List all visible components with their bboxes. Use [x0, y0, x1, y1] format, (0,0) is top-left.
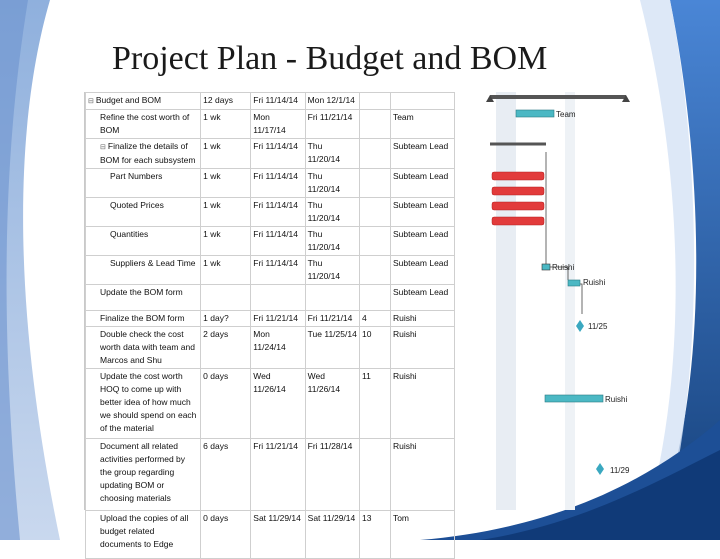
gantt-label-ruishi-2: Ruishi: [583, 278, 606, 287]
finish-cell[interactable]: Thu 11/20/14: [305, 139, 359, 169]
start-cell[interactable]: Fri 11/14/14: [251, 93, 305, 110]
task-name: Suppliers & Lead Time: [110, 258, 196, 268]
resource-cell[interactable]: Ruishi: [390, 439, 454, 511]
finish-cell[interactable]: [305, 285, 359, 311]
finish-cell[interactable]: Thu 11/20/14: [305, 256, 359, 285]
start-cell[interactable]: Fri 11/14/14: [251, 256, 305, 285]
collapse-toggle-icon[interactable]: ⊟: [100, 144, 106, 151]
task-name: Upload the copies of all budget related documents to Edge: [100, 513, 189, 549]
finish-cell[interactable]: Sat 11/29/14: [305, 511, 359, 559]
left-swoosh-decoration: [0, 0, 90, 540]
task-name-cell[interactable]: [86, 369, 201, 439]
resource-cell[interactable]: Ruishi: [390, 311, 454, 327]
table-row[interactable]: [86, 256, 455, 285]
task-name: Finalize the BOM form: [100, 313, 185, 323]
gantt-label-milestone-2: 11/29: [610, 466, 630, 475]
start-cell[interactable]: Fri 11/14/14: [251, 139, 305, 169]
task-name: Update the BOM form: [100, 287, 183, 297]
start-cell[interactable]: Fri 11/21/14: [251, 439, 305, 511]
predecessor-cell[interactable]: [360, 198, 391, 227]
start-cell[interactable]: Fri 11/14/14: [251, 227, 305, 256]
gantt-label-ruishi-1: Ruishi: [552, 263, 575, 272]
predecessor-cell[interactable]: [360, 227, 391, 256]
predecessor-cell[interactable]: 11: [360, 369, 391, 439]
finish-cell[interactable]: Thu 11/20/14: [305, 169, 359, 198]
task-name-cell[interactable]: [86, 169, 201, 198]
resource-cell[interactable]: [390, 93, 454, 110]
table-row[interactable]: [86, 439, 455, 511]
duration-cell[interactable]: 1 wk: [201, 169, 251, 198]
gantt-chart-panel: [480, 92, 638, 510]
gantt-bar-part-numbers[interactable]: [492, 172, 544, 180]
table-row[interactable]: [86, 110, 455, 139]
duration-cell[interactable]: 0 days: [201, 369, 251, 439]
gantt-bar-document-activities[interactable]: [545, 395, 603, 402]
duration-cell[interactable]: 12 days: [201, 93, 251, 110]
predecessor-cell[interactable]: 10: [360, 327, 391, 369]
collapse-toggle-icon[interactable]: ⊟: [88, 98, 94, 105]
predecessor-cell[interactable]: [360, 110, 391, 139]
start-cell[interactable]: Mon 11/24/14: [251, 327, 305, 369]
duration-cell[interactable]: 0 days: [201, 511, 251, 559]
finish-cell[interactable]: Tue 11/25/14: [305, 327, 359, 369]
duration-cell[interactable]: 1 wk: [201, 198, 251, 227]
resource-cell[interactable]: Subteam Lead: [390, 169, 454, 198]
predecessor-cell[interactable]: [360, 439, 391, 511]
table-row[interactable]: [86, 227, 455, 256]
table-row[interactable]: [86, 311, 455, 327]
table-row[interactable]: [86, 139, 455, 169]
gantt-column-shade: [565, 92, 575, 510]
predecessor-cell[interactable]: [360, 256, 391, 285]
dependency-line: [580, 284, 582, 314]
task-name: Refine the cost worth of BOM: [100, 112, 190, 135]
finish-cell[interactable]: Wed 11/26/14: [305, 369, 359, 439]
finish-cell[interactable]: Fri 11/21/14: [305, 311, 359, 327]
resource-cell[interactable]: Subteam Lead: [390, 256, 454, 285]
task-table: [85, 92, 455, 559]
table-row[interactable]: [86, 511, 455, 559]
task-table-panel: [84, 92, 455, 549]
predecessor-cell[interactable]: [360, 285, 391, 311]
task-name-cell[interactable]: [86, 311, 201, 327]
table-row[interactable]: [86, 327, 455, 369]
table-row[interactable]: [86, 285, 455, 311]
resource-cell[interactable]: Ruishi: [390, 327, 454, 369]
predecessor-cell[interactable]: 4: [360, 311, 391, 327]
duration-cell[interactable]: 1 wk: [201, 227, 251, 256]
duration-cell[interactable]: 1 day?: [201, 311, 251, 327]
task-name-cell[interactable]: [86, 93, 201, 110]
start-cell[interactable]: Sat 11/29/14: [251, 511, 305, 559]
start-cell[interactable]: [251, 285, 305, 311]
duration-cell[interactable]: 1 wk: [201, 139, 251, 169]
task-name: Document all related activities performed by the group regarding updating BOM or choosing materials: [100, 441, 186, 503]
start-cell[interactable]: Mon 11/17/14: [251, 110, 305, 139]
task-name-cell[interactable]: [86, 511, 201, 559]
finish-cell[interactable]: Mon 12/1/14: [305, 93, 359, 110]
resource-cell[interactable]: Subteam Lead: [390, 139, 454, 169]
task-name-cell[interactable]: [86, 439, 201, 511]
resource-cell[interactable]: Subteam Lead: [390, 285, 454, 311]
resource-cell[interactable]: Subteam Lead: [390, 198, 454, 227]
task-name-cell[interactable]: [86, 227, 201, 256]
gantt-bar-quantities[interactable]: [492, 202, 544, 210]
finish-cell[interactable]: Fri 11/28/14: [305, 439, 359, 511]
table-row[interactable]: [86, 198, 455, 227]
predecessor-cell[interactable]: 13: [360, 511, 391, 559]
task-name: Finalize the details of BOM for each subsystem: [100, 141, 196, 165]
resource-cell[interactable]: Ruishi: [390, 369, 454, 439]
task-name: Quantities: [110, 229, 149, 239]
start-cell[interactable]: Fri 11/14/14: [251, 198, 305, 227]
finish-cell[interactable]: Thu 11/20/14: [305, 198, 359, 227]
duration-cell[interactable]: 2 days: [201, 327, 251, 369]
task-name: Quoted Prices: [110, 200, 164, 210]
gantt-bar-double-check[interactable]: [568, 280, 580, 286]
table-row[interactable]: [86, 93, 455, 110]
gantt-label-milestone-1: 11/25: [588, 322, 608, 331]
gantt-column-shade: [496, 92, 516, 510]
milestone-upload-docs[interactable]: [596, 463, 604, 475]
predecessor-cell[interactable]: [360, 139, 391, 169]
gantt-chart: [480, 92, 638, 510]
predecessor-cell[interactable]: [360, 169, 391, 198]
resource-cell[interactable]: Tom: [390, 511, 454, 559]
slide-title: Project Plan - Budget and BOM: [112, 40, 548, 77]
task-name-cell[interactable]: [86, 256, 201, 285]
task-name-cell[interactable]: [86, 198, 201, 227]
duration-cell[interactable]: [201, 285, 251, 311]
finish-cell[interactable]: Fri 11/21/14: [305, 110, 359, 139]
start-cell[interactable]: Fri 11/21/14: [251, 311, 305, 327]
task-name-cell[interactable]: [86, 285, 201, 311]
start-cell[interactable]: Wed 11/26/14: [251, 369, 305, 439]
task-name-cell[interactable]: [86, 110, 201, 139]
gantt-label-team: Team: [556, 110, 576, 119]
predecessor-cell[interactable]: [360, 93, 391, 110]
milestone-update-hoq[interactable]: [576, 320, 584, 332]
task-name: Double check the cost worth data with team and Marcos and Shu: [100, 329, 195, 365]
gantt-bar-refine-cost[interactable]: [516, 110, 554, 117]
duration-cell[interactable]: 1 wk: [201, 256, 251, 285]
task-name: Update the cost worth HOQ to come up with better idea of how much we should spend on each of the material: [100, 371, 197, 433]
table-row[interactable]: [86, 169, 455, 198]
table-row[interactable]: [86, 369, 455, 439]
resource-cell[interactable]: Subteam Lead: [390, 227, 454, 256]
task-name-cell[interactable]: [86, 139, 201, 169]
task-name-cell[interactable]: [86, 327, 201, 369]
resource-cell[interactable]: Team: [390, 110, 454, 139]
gantt-bar-quoted-prices[interactable]: [492, 187, 544, 195]
gantt-label-ruishi-3: Ruishi: [605, 395, 628, 404]
task-name: Part Numbers: [110, 171, 163, 181]
duration-cell[interactable]: 1 wk: [201, 110, 251, 139]
gantt-bar-finalize-bom-form[interactable]: [542, 264, 550, 270]
task-name: Budget and BOM: [95, 95, 162, 105]
gantt-bar-suppliers[interactable]: [492, 217, 544, 225]
duration-cell[interactable]: 6 days: [201, 439, 251, 511]
finish-cell[interactable]: Thu 11/20/14: [305, 227, 359, 256]
start-cell[interactable]: Fri 11/14/14: [251, 169, 305, 198]
